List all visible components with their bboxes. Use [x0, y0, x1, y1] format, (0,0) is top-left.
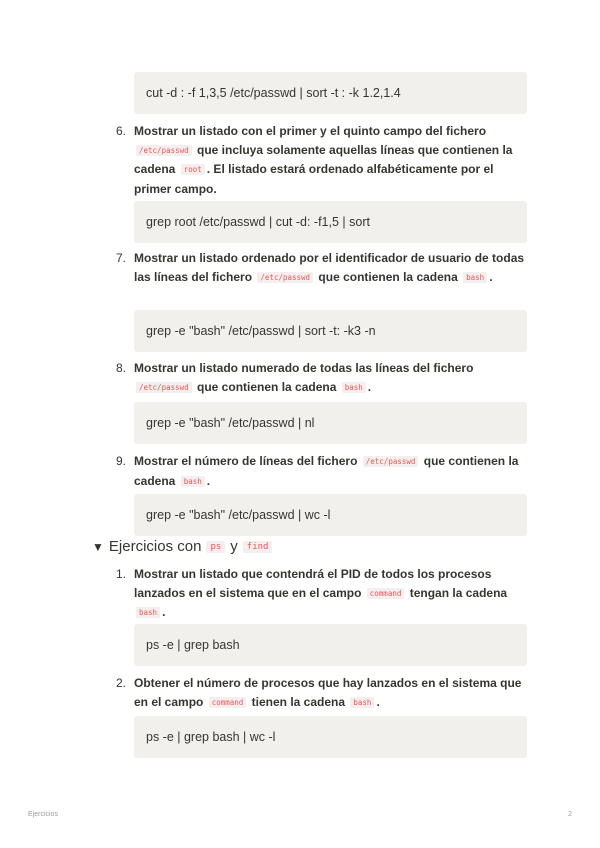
list-item-text	[134, 452, 534, 491]
page-number: 2	[568, 811, 572, 818]
list-number: 8.	[116, 361, 127, 375]
code-text: ps -e | grep bash	[146, 638, 240, 652]
item-text: .	[367, 379, 372, 394]
item-text: que contienen la cadena	[318, 269, 458, 284]
inline-code: /etc/passwd	[363, 456, 419, 467]
item-text: Obtener el número de procesos que hay lanzados en el sistema que en el campo	[134, 676, 522, 709]
item-text: que contienen la cadena	[197, 379, 337, 394]
item-text: tienen la cadena	[251, 694, 346, 709]
code-text: grep -e "bash" /etc/passwd | wc -l	[146, 508, 331, 522]
inline-code: bash	[181, 476, 205, 487]
toggle-triangle-icon[interactable]: ▼	[92, 539, 104, 554]
list-number: 7.	[116, 251, 127, 265]
code-block	[134, 72, 527, 114]
heading-text: Ejercicios con	[108, 538, 202, 555]
toggle-heading[interactable]	[92, 538, 277, 555]
heading-joiner: y	[230, 538, 238, 555]
inline-code: bash	[136, 607, 160, 618]
code-block	[134, 201, 527, 243]
inline-code: bash	[350, 697, 374, 708]
inline-code: bash	[342, 382, 366, 393]
item-text: . El listado estará ordenado alfabéticamente por el primer campo.	[134, 162, 494, 196]
code-block	[134, 716, 527, 758]
list-item-text	[134, 565, 534, 623]
code-text: cut -d : -f 1,3,5 /etc/passwd | sort -t : -k 1.2,1.4	[146, 86, 401, 100]
item-text: que contienen la cadena	[134, 454, 519, 488]
item-text: Mostrar un listado que contendrá el PID de todos los procesos lanzados en el sistema que en el campo	[134, 567, 492, 600]
code-block	[134, 310, 527, 352]
item-text: tengan la cadena	[409, 585, 508, 600]
code-block	[134, 402, 527, 444]
inline-code: command	[209, 697, 247, 708]
item-text: .	[489, 269, 493, 284]
item-text: Mostrar un listado numerado de todas las líneas del fichero	[134, 361, 474, 375]
list-number: 2.	[116, 676, 127, 690]
list-item-text	[134, 122, 534, 198]
code-text: grep root /etc/passwd | cut -d: -f1,5 | sort	[146, 215, 370, 229]
inline-code: root	[181, 164, 205, 175]
inline-code: find	[243, 541, 273, 553]
item-text: .	[206, 473, 211, 488]
list-number: 9.	[116, 454, 127, 468]
list-item-text	[134, 674, 534, 712]
inline-code: /etc/passwd	[136, 382, 192, 393]
item-text: .	[162, 605, 166, 619]
code-text: grep -e "bash" /etc/passwd | sort -t: -k3 -n	[146, 324, 376, 338]
inline-code: ps	[206, 541, 225, 553]
item-text: Mostrar un listado ordenado por el identificador de usuario de todas las líneas del fichero	[134, 251, 525, 284]
list-item-text	[134, 359, 534, 397]
code-block	[134, 624, 527, 666]
item-text: .	[376, 694, 380, 709]
code-text: grep -e "bash" /etc/passwd | nl	[146, 416, 315, 430]
list-number: 1.	[116, 567, 127, 581]
item-text: que incluya solamente aquellas líneas que contienen la cadena	[134, 142, 513, 176]
item-text: Mostrar un listado con el primer y el quinto campo del fichero	[134, 124, 487, 138]
list-number: 6.	[116, 124, 127, 138]
inline-code: bash	[463, 272, 487, 283]
item-text: Mostrar el número de líneas del fichero	[134, 454, 358, 468]
code-text: ps -e | grep bash | wc -l	[146, 730, 276, 744]
list-item-text	[134, 249, 534, 287]
inline-code: /etc/passwd	[136, 145, 192, 156]
inline-code: command	[367, 588, 405, 599]
footer-title: Ejercicios	[28, 811, 58, 818]
inline-code: /etc/passwd	[257, 272, 313, 283]
code-block	[134, 494, 527, 536]
